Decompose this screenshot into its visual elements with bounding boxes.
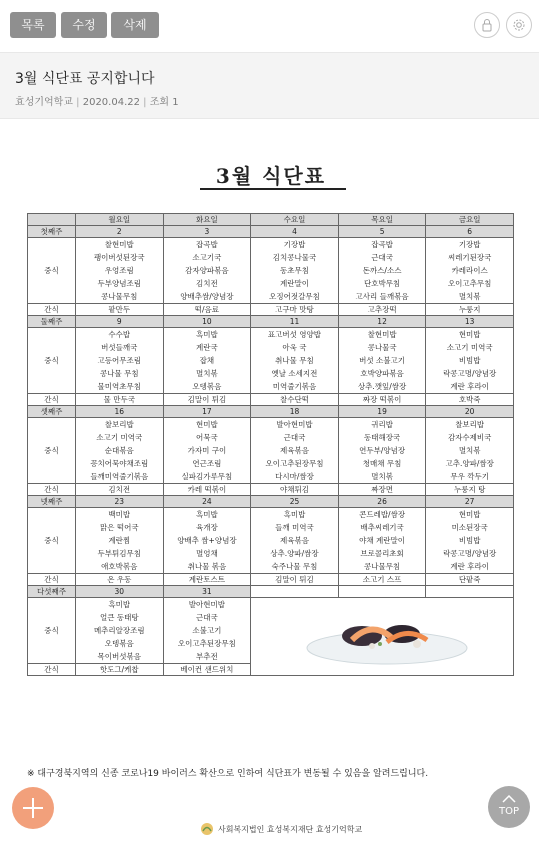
dish: 미소된장국: [451, 523, 488, 532]
dish: 메추리알장조림: [93, 626, 145, 635]
meal-cell: [426, 328, 514, 394]
menu-table: [27, 213, 514, 676]
date-cell: 19: [338, 406, 426, 418]
dish: 어묵국: [196, 433, 218, 442]
date-cell: 12: [338, 316, 426, 328]
title-underline: [200, 188, 346, 190]
snack-cell: 온 우동: [76, 574, 164, 586]
meal-cell: [163, 598, 251, 664]
dish: 단호박무침: [363, 279, 401, 288]
dish: 동초무침: [279, 266, 309, 275]
snack-cell: 고구마 맛탕: [251, 304, 339, 316]
snack-cell: 고추장떡: [338, 304, 426, 316]
dish: 근대국: [196, 613, 218, 622]
week-label: 다섯째주: [28, 586, 76, 598]
dish: 버섯들깨국: [101, 343, 138, 352]
dish: 부추전: [196, 652, 218, 661]
snack-cell: 호박죽: [426, 394, 514, 406]
meal-cell: [163, 508, 251, 574]
dish: 씨레기된장국: [447, 253, 492, 262]
meal-row: [28, 328, 514, 394]
meal-cell: [426, 508, 514, 574]
dish: 현미밥: [458, 330, 481, 339]
chevron-up-icon: [502, 795, 516, 803]
week-row: [28, 586, 514, 598]
dish: 카레라이스: [451, 266, 488, 275]
date-cell: [251, 586, 339, 598]
date-cell: 26: [338, 496, 426, 508]
date-cell: 2: [76, 226, 164, 238]
snack-cell: 누룽지: [426, 304, 514, 316]
week-label: 셋째주: [28, 406, 76, 418]
top-label: TOP: [498, 806, 519, 817]
date-cell: 4: [251, 226, 339, 238]
meal-cell: [76, 508, 164, 574]
dish: 찰보리밥: [104, 420, 134, 429]
dish: 락콩고명/양념장: [443, 549, 497, 558]
snack-cell: 야채튀김: [251, 484, 339, 496]
dish: 김치전: [196, 279, 218, 288]
dish: 애호박볶음: [101, 562, 138, 571]
snack-row: [28, 484, 514, 496]
date-cell: 13: [426, 316, 514, 328]
meal-cell: [76, 238, 164, 304]
post-views: 조회 1: [149, 97, 179, 108]
dish: 고사리 들깨볶음: [355, 292, 409, 301]
meal-cell: [251, 418, 339, 484]
dish: 락콩고명/양념장: [443, 369, 497, 378]
meal-cell: [251, 508, 339, 574]
dish: 두부튀김무침: [97, 549, 142, 558]
dish: 오이고추된장무침: [265, 459, 324, 468]
snack-cell: 짜장면: [338, 484, 426, 496]
dish: 실파김가루무침: [181, 472, 233, 481]
dish: 호박양파볶음: [360, 369, 404, 378]
snack-cell: 떡/음료: [163, 304, 251, 316]
dish: 계란국: [196, 343, 218, 352]
logo-icon: [200, 822, 214, 836]
lock-icon[interactable]: [474, 12, 500, 38]
meal-cell: [76, 418, 164, 484]
food-image: [251, 598, 514, 676]
footer-text: 사회복지법인 효성복지재단 효성기억학교: [218, 824, 363, 834]
dish: 육개장: [196, 523, 218, 532]
dish: 소고기 미역국: [96, 433, 143, 442]
dish: 목이버섯볶음: [97, 652, 142, 661]
meal-row: [28, 508, 514, 574]
dish: 팽이버섯된장국: [93, 253, 145, 262]
meal-cell: [338, 328, 426, 394]
date-cell: [338, 586, 426, 598]
plus-icon: [12, 787, 54, 829]
dish: 계란 후라이: [450, 382, 489, 391]
dish: 들깨 미역국: [275, 523, 314, 532]
dish: 미역줄기볶음: [272, 382, 317, 391]
day-header: 금요일: [426, 214, 514, 226]
dish: 찰보리밥: [455, 420, 485, 429]
week-label: 첫째주: [28, 226, 76, 238]
edit-button[interactable]: 수정: [61, 12, 107, 38]
week-label: 넷째주: [28, 496, 76, 508]
dish: 상추.깻잎/쌈장: [357, 382, 407, 391]
dish: 멸치볶: [196, 369, 218, 378]
dish: 흑미밥: [196, 330, 218, 339]
scroll-top-button[interactable]: [488, 786, 530, 828]
week-row: [28, 226, 514, 238]
dish: 아욱 국: [282, 343, 307, 352]
list-button[interactable]: 목록: [10, 12, 56, 38]
dish: 양배추쌈/양념장: [180, 292, 234, 301]
date-cell: 6: [426, 226, 514, 238]
date-cell: 27: [426, 496, 514, 508]
delete-button[interactable]: 삭제: [111, 12, 159, 38]
dish: 잡채: [199, 356, 215, 365]
dish: 김치콩나물국: [272, 253, 317, 262]
snack-label: 간식: [28, 664, 76, 676]
dish: 소불고기: [192, 626, 222, 635]
dish: 오뎅볶음: [104, 639, 134, 648]
snack-cell: 짜장 떡볶이: [338, 394, 426, 406]
meal-row: [28, 238, 514, 304]
meal-label: 중식: [28, 238, 76, 304]
snack-cell: 핫도그/케찹: [76, 664, 164, 676]
date-cell: 24: [163, 496, 251, 508]
snack-cell: 베이컨 샌드위치: [163, 664, 251, 676]
date-cell: 10: [163, 316, 251, 328]
day-header: 월요일: [76, 214, 164, 226]
date-cell: 25: [251, 496, 339, 508]
snack-cell: 찰수단떡: [251, 394, 339, 406]
meal-row: [28, 598, 514, 664]
dish: 발아현미밥: [188, 600, 225, 609]
dish: 들깨미역줄기볶음: [90, 472, 149, 481]
dish: 고추.양파/쌈장: [445, 459, 494, 468]
meal-cell: [163, 238, 251, 304]
meal-cell: [76, 328, 164, 394]
dish: 현미밥: [196, 420, 218, 429]
snack-label: 간식: [28, 484, 76, 496]
dish: 오징어젓갈무침: [269, 292, 320, 301]
dish: 연두부/양념장: [359, 446, 406, 455]
dish: 우엉조림: [104, 266, 134, 275]
dish: 순대볶음: [104, 446, 134, 455]
date-cell: 31: [163, 586, 251, 598]
snack-cell: 물 만두국: [76, 394, 164, 406]
gear-icon[interactable]: [506, 12, 532, 38]
meal-cell: [76, 598, 164, 664]
dish: 현미밥: [458, 510, 481, 519]
post-header: [0, 52, 539, 119]
dish: 흑미밥: [196, 510, 218, 519]
meal-cell: [426, 418, 514, 484]
dish: 브로콜리초회: [360, 549, 404, 558]
date-cell: 9: [76, 316, 164, 328]
dish: 가자미 구이: [187, 446, 227, 455]
separator: |: [76, 97, 83, 108]
dish: 흑미밥: [108, 600, 131, 609]
dish: 콩나물무침: [363, 562, 401, 571]
toolbar: [0, 0, 539, 50]
week-row: [28, 496, 514, 508]
dish: 제육볶음: [279, 536, 309, 545]
snack-label: 간식: [28, 574, 76, 586]
dish: 소고기 미역국: [446, 343, 493, 352]
separator: |: [143, 97, 150, 108]
snack-row: [28, 574, 514, 586]
day-header-row: [28, 214, 514, 226]
dish: 기장밥: [458, 240, 481, 249]
dish: 멸치볶: [458, 446, 481, 455]
dish: 배추씨레기국: [360, 523, 404, 532]
dish: 흑미밥: [283, 510, 306, 519]
snack-label: 간식: [28, 304, 76, 316]
week-label: 둘째주: [28, 316, 76, 328]
snack-label: 간식: [28, 394, 76, 406]
dish: 수수밥: [108, 330, 131, 339]
notice-text: ※ 대구경북지역의 신종 코로나19 바이러스 확산으로 인하여 식단표가 변동될 수 있음을 알려드립니다.: [27, 769, 429, 779]
snack-cell: 누룽지 탕: [426, 484, 514, 496]
meal-cell: [251, 328, 339, 394]
sheet-title: 3월 식단표: [215, 164, 327, 188]
snack-row: [28, 394, 514, 406]
dish: 콩나물무침: [101, 292, 138, 301]
post-meta: [15, 93, 179, 108]
dish: 백미밥: [108, 510, 131, 519]
snack-cell: 김말이 튀김: [163, 394, 251, 406]
dish: 취나물 볶음: [187, 562, 227, 571]
dish: 귀리밥: [371, 420, 393, 429]
date-cell: 30: [76, 586, 164, 598]
dish: 콘드레밥/쌈장: [359, 510, 406, 519]
corner-cell: [28, 214, 76, 226]
footer: [200, 822, 362, 836]
dish: 콩나물국: [367, 343, 397, 352]
snack-cell: 단팥죽: [426, 574, 514, 586]
dish: 연근조림: [192, 459, 222, 468]
dish: 멸치볶: [458, 292, 481, 301]
add-button[interactable]: [12, 787, 54, 829]
dish: 양배추 쌈+양념장: [177, 536, 237, 545]
date-cell: 18: [251, 406, 339, 418]
dish: 청매채 무침: [362, 459, 402, 468]
dish: 비빔밥: [458, 356, 481, 365]
seafood-photo: [292, 600, 472, 670]
dish: 감자양파볶음: [185, 266, 229, 275]
dish: 물미역초무침: [97, 382, 142, 391]
post-author: 효성기억학교: [15, 97, 73, 108]
dish: 숙주나물 무침: [271, 562, 318, 571]
meal-label: 중식: [28, 598, 76, 664]
dish: 소고기국: [192, 253, 222, 262]
snack-cell: 계란토스트: [163, 574, 251, 586]
dish: 취나물 무침: [275, 356, 314, 365]
date-cell: 16: [76, 406, 164, 418]
day-header: 화요일: [163, 214, 251, 226]
date-cell: 17: [163, 406, 251, 418]
dish: 무우 깍두기: [450, 472, 489, 481]
week-row: [28, 406, 514, 418]
dish: 표고버섯 영양밥: [267, 330, 322, 339]
dish: 다시마/쌈장: [275, 472, 314, 481]
dish: 오이고추무침: [447, 279, 492, 288]
dish: 옛날 소세지전: [271, 369, 318, 378]
dish: 감자수제비국: [447, 433, 492, 442]
date-cell: 5: [338, 226, 426, 238]
dish: 얼큰 동태탕: [99, 613, 139, 622]
meal-cell: [251, 238, 339, 304]
dish: 멸치볶: [371, 472, 393, 481]
dish: 계란말이: [279, 279, 309, 288]
day-header: 목요일: [338, 214, 426, 226]
post-date: 2020.04.22: [82, 97, 140, 108]
date-cell: 3: [163, 226, 251, 238]
snack-cell: 김치전: [76, 484, 164, 496]
snack-cell: 김말이 튀김: [251, 574, 339, 586]
day-header: 수요일: [251, 214, 339, 226]
dish: 야채 계란말이: [359, 536, 405, 545]
dish: 맑은 떡어국: [99, 523, 139, 532]
dish: 계란찜: [108, 536, 131, 545]
meal-cell: [338, 418, 426, 484]
dish: 근대국: [283, 433, 306, 442]
dish: 근대국: [371, 253, 393, 262]
snack-cell: 소고기 스프: [338, 574, 426, 586]
dish: 버섯 소불고기: [359, 356, 405, 365]
snack-row: [28, 304, 514, 316]
meal-label: 중식: [28, 328, 76, 394]
snack-cell: 카레 떡볶이: [163, 484, 251, 496]
dish: 돈까스/소스: [362, 266, 402, 275]
dish: 콩나물 무침: [99, 369, 139, 378]
meal-cell: [338, 508, 426, 574]
dish: 제육볶음: [279, 446, 309, 455]
dish: 동태해장국: [363, 433, 401, 442]
dish: 고등어무조림: [97, 356, 142, 365]
dish: 꽁치어묵야채조림: [90, 459, 149, 468]
date-cell: 23: [76, 496, 164, 508]
post-title: 3월 식단표 공지합니다: [15, 71, 155, 87]
dish: 계란 후라이: [450, 562, 489, 571]
dish: 오이고추된장무침: [177, 639, 236, 648]
dish: 멸엉채: [196, 549, 218, 558]
dish: 기장밥: [283, 240, 306, 249]
week-row: [28, 316, 514, 328]
dish: 잡곡밥: [196, 240, 218, 249]
meal-label: 중식: [28, 508, 76, 574]
dish: 오뎅볶음: [192, 382, 222, 391]
dish: 발아현미밥: [276, 420, 313, 429]
meal-cell: [163, 418, 251, 484]
meal-label: 중식: [28, 418, 76, 484]
dish: 비빔밥: [458, 536, 481, 545]
meal-cell: [338, 238, 426, 304]
dish: 잡곡밥: [371, 240, 393, 249]
date-cell: 20: [426, 406, 514, 418]
dish: 찰현미밥: [104, 240, 134, 249]
snack-cell: 팥만두: [76, 304, 164, 316]
dish: 상추.양파/쌈장: [270, 549, 319, 558]
meal-cell: [426, 238, 514, 304]
meal-row: [28, 418, 514, 484]
dish: 찰현미밥: [367, 330, 397, 339]
date-cell: [426, 586, 514, 598]
meal-cell: [163, 328, 251, 394]
dish: 두부양념조림: [97, 279, 142, 288]
date-cell: 11: [251, 316, 339, 328]
